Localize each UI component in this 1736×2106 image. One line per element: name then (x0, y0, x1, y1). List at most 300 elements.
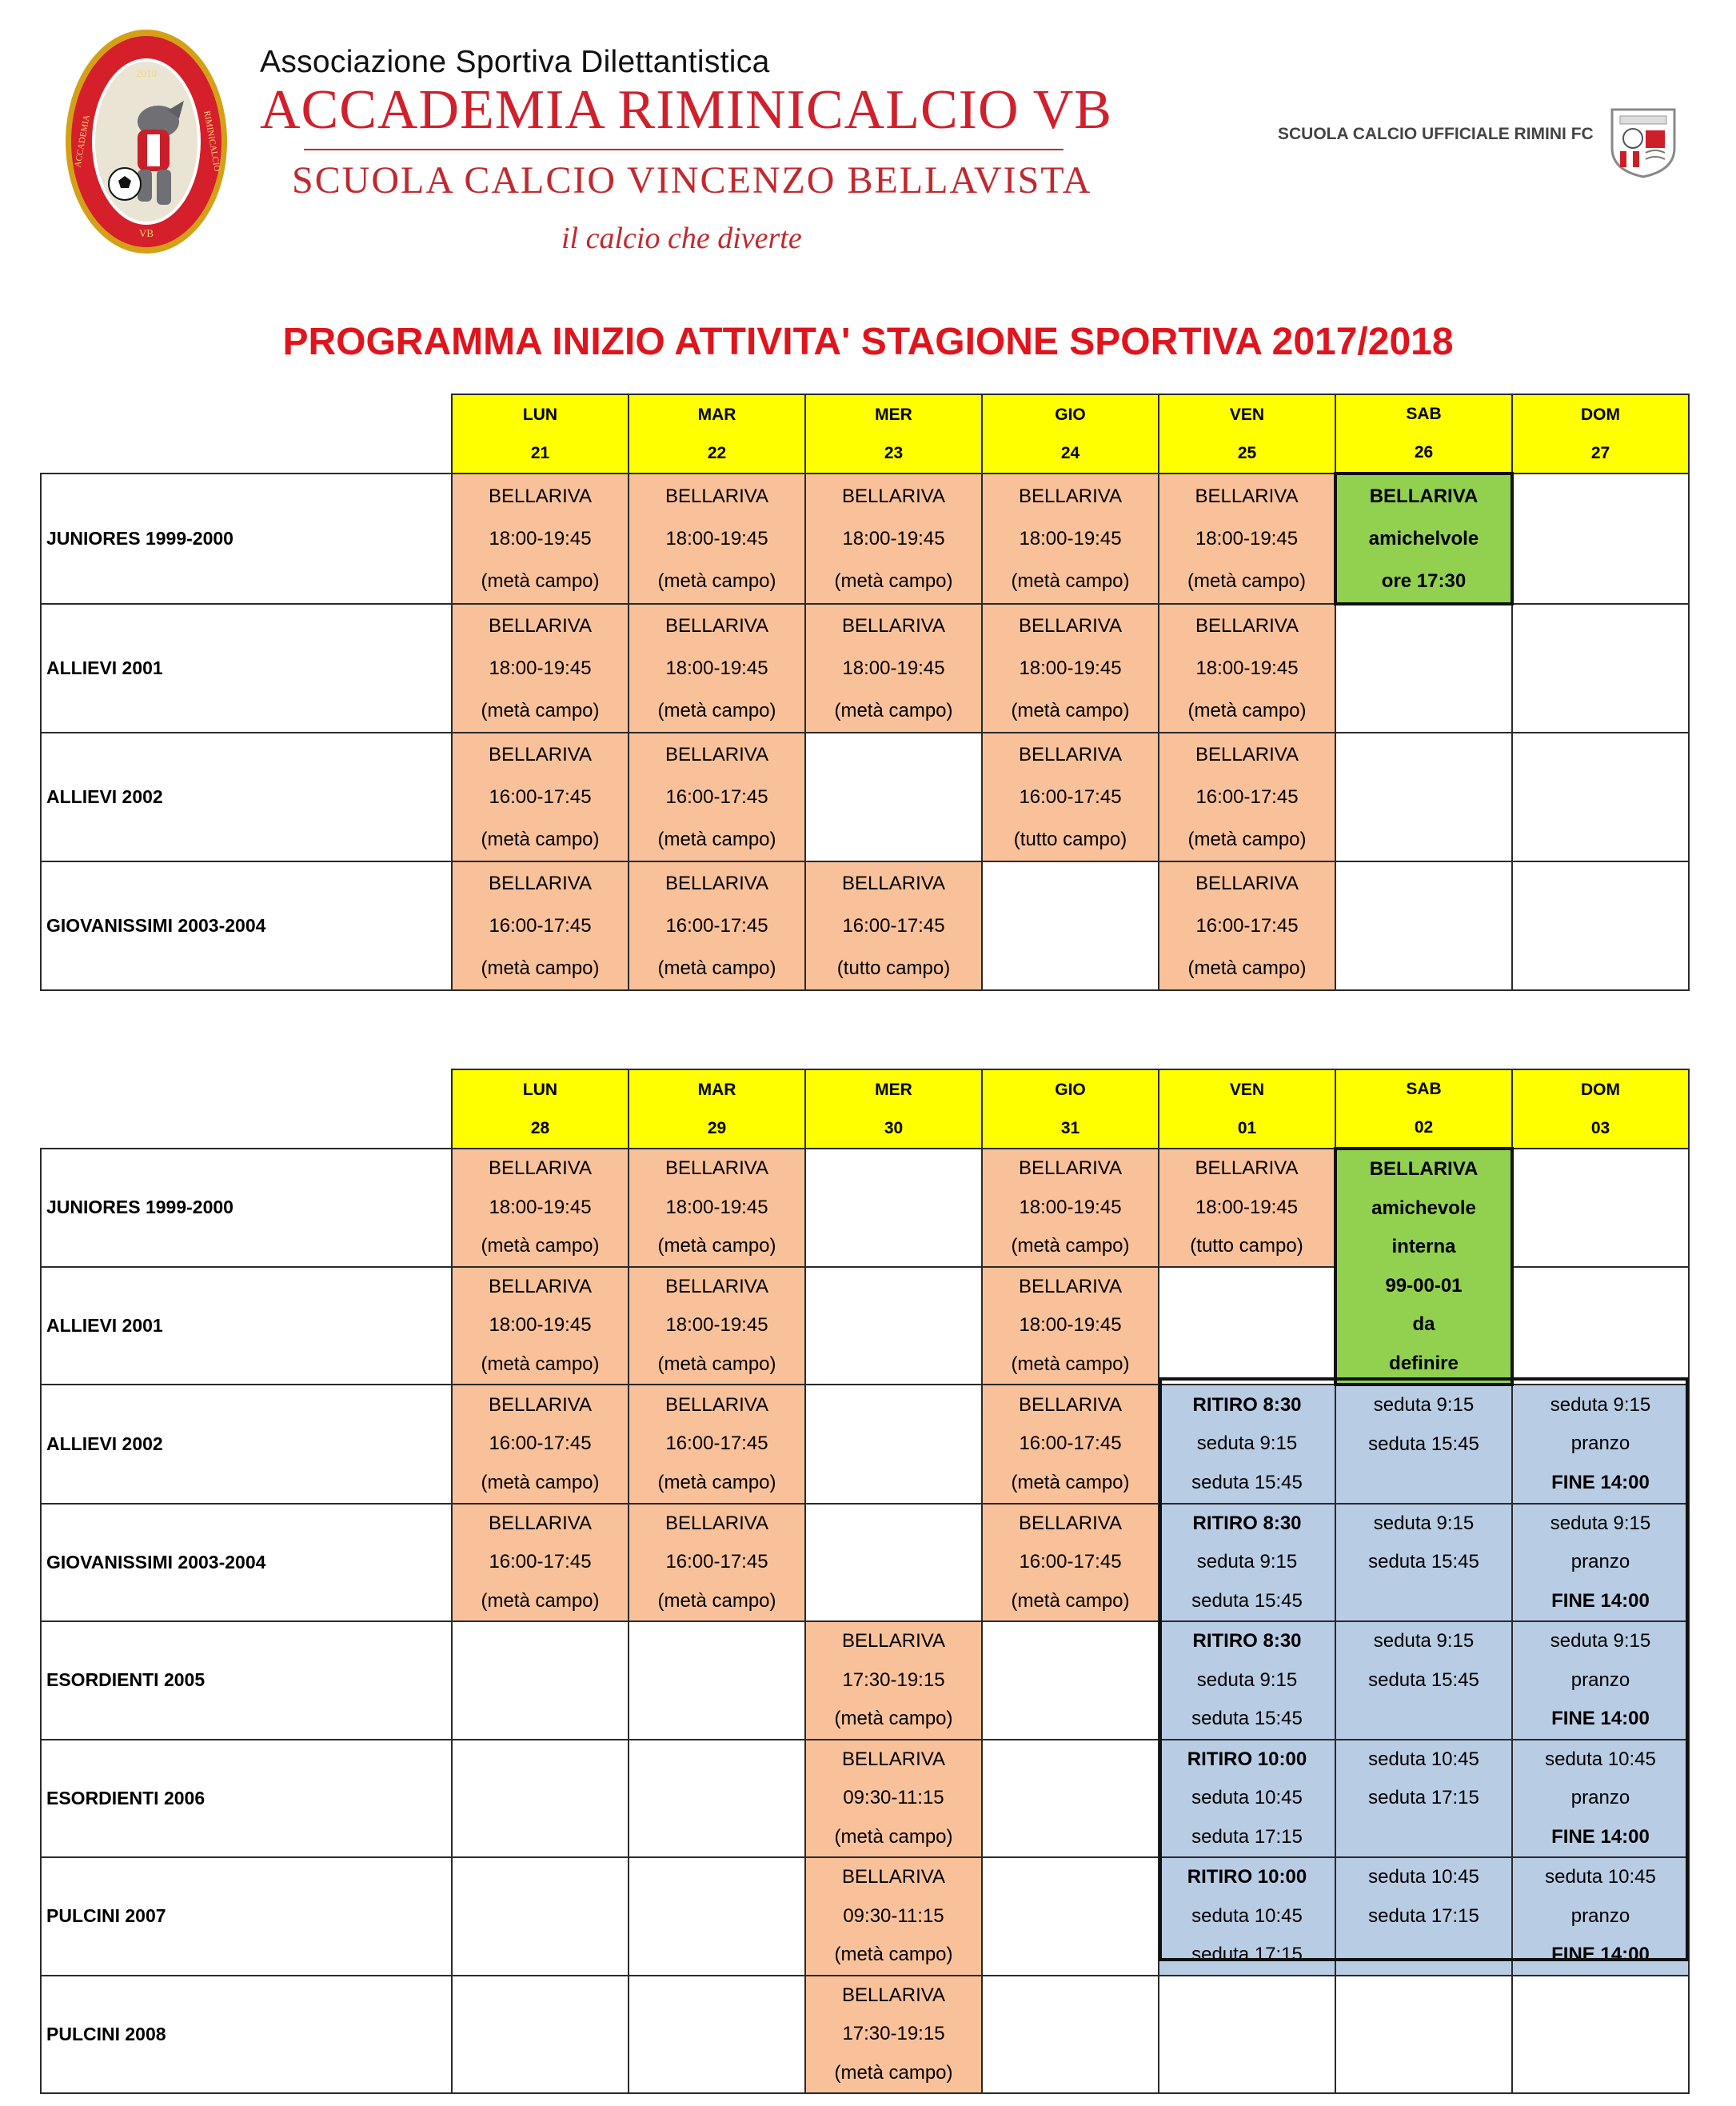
day-date: 02 (1414, 1118, 1434, 1137)
slot-line: seduta 9:15 (1550, 1630, 1651, 1652)
logo-right-text: RIMINICALCIO (202, 110, 222, 173)
slot-line: BELLARIVA (842, 1630, 945, 1652)
day-header (1512, 394, 1689, 474)
rimini-fc-shield-icon (1609, 106, 1678, 178)
logo-initials: VB (138, 227, 154, 239)
slot-line: BELLARIVA (1195, 1157, 1299, 1179)
slot-line: seduta 10:45 (1191, 1787, 1303, 1808)
day-header (452, 1069, 629, 1149)
slot-line: (metà campo) (1187, 957, 1307, 979)
day-name: MER (875, 405, 912, 424)
slot-line: (tutto campo) (1013, 829, 1127, 850)
slot-line: (metà campo) (657, 1589, 776, 1612)
empty-cell (1512, 604, 1689, 733)
slot-line: seduta 15:45 (1191, 1471, 1303, 1493)
slot-line: amichelvole (1368, 528, 1479, 549)
slot-line: (metà campo) (481, 700, 600, 721)
slot-line: seduta 10:45 (1545, 1748, 1656, 1770)
slot-line (1336, 1936, 1511, 1975)
slot-line: 16:00-17:45 (1019, 786, 1122, 808)
slot-line: (metà campo) (834, 1825, 953, 1848)
empty-cell (452, 1857, 629, 1976)
training-session-cell (805, 1976, 982, 2094)
slot-line: BELLARIVA (665, 1275, 768, 1297)
slot-line: BELLARIVA (1019, 1157, 1122, 1179)
friendly-line: amichevole (1371, 1197, 1476, 1219)
slot-line: FINE 14:00 (1551, 1589, 1650, 1612)
slot-line: FINE 14:00 (1551, 1471, 1650, 1493)
slot-line: seduta 9:15 (1550, 1393, 1651, 1416)
team-row (41, 1385, 1689, 1504)
academy-logo (64, 27, 229, 256)
slot-line: (metà campo) (834, 700, 953, 721)
training-session-cell (982, 604, 1159, 733)
friendly-line: definire (1389, 1352, 1459, 1374)
training-session-cell (629, 1149, 805, 1267)
day-name: GIO (1055, 405, 1086, 424)
slot-line: (tutto campo) (1190, 1235, 1303, 1257)
slot-line: BELLARIVA (842, 873, 945, 894)
slot-line: 18:00-19:45 (1019, 1314, 1122, 1336)
slot-line: 09:30-11:15 (843, 1787, 944, 1808)
empty-cell (805, 1149, 982, 1267)
team-name: JUNIORES 1999-2000 (41, 1149, 452, 1267)
slot-line: BELLARIVA (842, 1748, 945, 1770)
slot-line: seduta 9:15 (1550, 1512, 1651, 1534)
team-name: PULCINI 2007 (41, 1857, 452, 1976)
empty-cell (982, 861, 1159, 990)
slot-line: (metà campo) (1011, 570, 1130, 592)
slot-line: 17:30-19:15 (842, 2023, 945, 2044)
slot-line: FINE 14:00 (1551, 1825, 1650, 1848)
slot-line: seduta 10:45 (1191, 1904, 1303, 1927)
slot-line: BELLARIVA (1019, 486, 1122, 507)
slot-line: seduta 17:15 (1191, 1825, 1303, 1848)
slot-line: BELLARIVA (1195, 615, 1299, 637)
slot-line: 18:00-19:45 (665, 1196, 768, 1218)
empty-cell (1512, 1267, 1689, 1385)
slot-line: seduta 17:15 (1368, 1787, 1479, 1808)
slot-line: (metà campo) (657, 570, 776, 592)
slot-line: (metà campo) (834, 2061, 953, 2084)
slot-line: seduta 9:15 (1196, 1668, 1298, 1691)
slot-line: pranzo (1570, 1787, 1630, 1808)
day-date: 21 (530, 443, 550, 462)
slot-line: RITIRO 8:30 (1192, 1512, 1302, 1534)
day-header (629, 1069, 805, 1149)
slot-line: 16:00-17:45 (665, 1551, 768, 1573)
team-name: ALLIEVI 2002 (41, 733, 452, 861)
slot-line: BELLARIVA (489, 873, 592, 894)
day-header (982, 1069, 1159, 1149)
schedule-week-1 (40, 394, 1690, 991)
empty-cell (982, 1740, 1159, 1858)
slot-line: (metà campo) (1011, 700, 1130, 721)
empty-cell (452, 1976, 629, 2094)
empty-cell (1335, 861, 1512, 990)
empty-cell (629, 1976, 805, 2094)
slot-line: 18:00-19:45 (1019, 657, 1122, 679)
empty-cell (1335, 733, 1512, 861)
slot-line: BELLARIVA (1369, 486, 1479, 507)
slot-line: pranzo (1570, 1551, 1630, 1573)
slot-line: 18:00-19:45 (842, 528, 945, 549)
slot-line: BELLARIVA (665, 1512, 768, 1534)
day-name: SAB (1406, 1080, 1442, 1098)
empty-cell (1335, 1976, 1512, 2094)
slot-line: BELLARIVA (842, 615, 945, 637)
retreat-cell (1335, 1504, 1512, 1622)
friendly-line: BELLARIVA (1369, 1158, 1479, 1180)
slot-line: 16:00-17:45 (489, 1551, 592, 1573)
slot-line: ore 17:30 (1381, 570, 1467, 592)
day-name: DOM (1581, 1080, 1620, 1099)
slot-line: 16:00-17:45 (665, 786, 768, 808)
training-session-cell (629, 861, 805, 990)
slot-line: BELLARIVA (665, 1393, 768, 1416)
slot-line: seduta 17:15 (1368, 1904, 1479, 1927)
slot-line: 16:00-17:45 (489, 786, 592, 808)
association-label: Associazione Sportiva Dilettantistica (260, 45, 770, 79)
empty-cell (629, 1857, 805, 1976)
retreat-cell (1159, 1385, 1335, 1504)
day-header (1159, 1069, 1335, 1149)
training-session-cell (629, 1504, 805, 1622)
slot-line: 16:00-17:45 (665, 915, 768, 937)
slot-line: BELLARIVA (489, 1512, 592, 1534)
slot-line: 18:00-19:45 (842, 657, 945, 679)
slot-line: seduta 9:15 (1373, 1630, 1475, 1652)
empty-cell (1512, 733, 1689, 861)
slot-line: seduta 10:45 (1545, 1866, 1656, 1888)
slot-line: (metà campo) (481, 1235, 600, 1257)
page-title: PROGRAMMA INIZIO ATTIVITA' STAGIONE SPORTIVA 2017/2018 (282, 321, 1454, 363)
slot-line: 18:00-19:45 (665, 657, 768, 679)
training-session-cell (452, 1149, 629, 1267)
friendly-line: interna (1391, 1236, 1456, 1257)
day-name: GIO (1055, 1080, 1086, 1099)
retreat-cell (1335, 1385, 1512, 1504)
slot-line: BELLARIVA (1019, 615, 1122, 637)
slot-line: (metà campo) (657, 829, 776, 850)
slot-line: BELLARIVA (1019, 1512, 1122, 1534)
slot-line: BELLARIVA (489, 615, 592, 637)
training-session-cell (629, 1385, 805, 1504)
training-session-cell (805, 1857, 982, 1976)
training-session-cell (452, 861, 629, 990)
empty-cell (805, 1504, 982, 1622)
friendly-line: da (1412, 1313, 1435, 1335)
day-name: MER (875, 1080, 912, 1099)
empty-cell (1159, 1267, 1335, 1385)
day-header (805, 394, 982, 474)
empty-cell (452, 1621, 629, 1740)
retreat-cell (1512, 1385, 1689, 1504)
empty-cell (805, 733, 982, 861)
training-session-cell (982, 1149, 1159, 1267)
day-header (1159, 394, 1335, 474)
training-session-cell (629, 1267, 805, 1385)
slot-line: (metà campo) (1187, 700, 1307, 721)
slot-line: 16:00-17:45 (842, 915, 945, 937)
slot-line: 17:30-19:15 (842, 1668, 945, 1691)
slot-line: RITIRO 10:00 (1187, 1866, 1307, 1888)
retreat-cell (1159, 1857, 1335, 1976)
slot-line: 18:00-19:45 (489, 1196, 592, 1218)
slot-line: BELLARIVA (489, 1157, 592, 1179)
empty-cell (1512, 1149, 1689, 1267)
day-date: 31 (1060, 1118, 1080, 1137)
slot-line: seduta 9:15 (1373, 1512, 1475, 1534)
day-name: MAR (697, 405, 736, 424)
slot-line: BELLARIVA (842, 486, 945, 507)
slot-line: 16:00-17:45 (489, 915, 592, 937)
friendly-match-cell (1335, 474, 1512, 604)
team-name: ALLIEVI 2001 (41, 604, 452, 733)
empty-cell (1512, 474, 1689, 604)
slot-line: (metà campo) (1187, 570, 1307, 592)
team-row (41, 474, 1689, 604)
day-date: 03 (1590, 1118, 1610, 1137)
slot-line: 16:00-17:45 (665, 1433, 768, 1454)
slot-line: 18:00-19:45 (489, 1314, 592, 1336)
training-session-cell (452, 1385, 629, 1504)
logo-left-text: ACCADEMIA (73, 114, 92, 169)
slot-line: 18:00-19:45 (665, 528, 768, 549)
slot-line: (metà campo) (657, 1353, 776, 1375)
slot-line: (metà campo) (1011, 1589, 1130, 1612)
slot-line: RITIRO 10:00 (1187, 1748, 1307, 1770)
team-name: ALLIEVI 2001 (41, 1267, 452, 1385)
slot-line: 18:00-19:45 (1019, 528, 1122, 549)
slot-line: BELLARIVA (1019, 744, 1122, 765)
day-date: 29 (707, 1118, 727, 1137)
slot-line: (tutto campo) (836, 957, 951, 979)
day-date: 01 (1237, 1118, 1257, 1137)
retreat-cell (1335, 1621, 1512, 1740)
team-name: ALLIEVI 2002 (41, 1385, 452, 1504)
training-session-cell (982, 733, 1159, 861)
slot-line (1336, 1464, 1511, 1503)
day-date: 26 (1414, 443, 1434, 462)
training-session-cell (1159, 604, 1335, 733)
slot-line: pranzo (1570, 1668, 1630, 1691)
empty-cell (629, 1621, 805, 1740)
retreat-cell (1512, 1504, 1689, 1622)
slot-line: BELLARIVA (489, 1275, 592, 1297)
slot-line: (metà campo) (657, 700, 776, 721)
day-date: 30 (884, 1118, 904, 1137)
day-name: MAR (697, 1080, 736, 1099)
header-divider (304, 149, 1064, 150)
slot-line: FINE 14:00 (1551, 1708, 1650, 1729)
slot-line: seduta 10:45 (1368, 1748, 1479, 1770)
slot-line: BELLARIVA (665, 486, 768, 507)
slot-line: seduta 9:15 (1196, 1551, 1298, 1573)
slot-line: (metà campo) (834, 1708, 953, 1729)
slot-line: 18:00-19:45 (489, 528, 592, 549)
team-row (41, 604, 1689, 733)
slot-line: RITIRO 8:30 (1192, 1393, 1302, 1416)
empty-cell (805, 1385, 982, 1504)
slot-line: 16:00-17:45 (1195, 915, 1299, 937)
slot-line: FINE 14:00 (1551, 1944, 1650, 1965)
slot-line: BELLARIVA (665, 744, 768, 765)
empty-cell (982, 1976, 1159, 2094)
slot-line: 18:00-19:45 (1195, 528, 1299, 549)
team-name: ESORDIENTI 2006 (41, 1740, 452, 1858)
day-date: 23 (884, 443, 904, 462)
empty-cell (1335, 604, 1512, 733)
slot-line: (metà campo) (481, 957, 600, 979)
slot-line: (metà campo) (657, 1235, 776, 1257)
empty-cell (1512, 1976, 1689, 2094)
day-header (805, 1069, 982, 1149)
slot-line: (metà campo) (834, 570, 953, 592)
slot-line (1336, 1818, 1511, 1857)
slot-line: 18:00-19:45 (1195, 657, 1299, 679)
retreat-cell (1159, 1621, 1335, 1740)
training-session-cell (629, 474, 805, 604)
schedule-week-2 (40, 1069, 1690, 2094)
team-row (41, 733, 1689, 861)
slot-line: (metà campo) (481, 1353, 600, 1375)
slot-line: BELLARIVA (1195, 744, 1299, 765)
friendly-match-cell (1335, 1149, 1512, 1385)
slot-line: 18:00-19:45 (1195, 1196, 1299, 1218)
team-name: GIOVANISSIMI 2003-2004 (41, 1504, 452, 1622)
slot-line: BELLARIVA (1195, 486, 1299, 507)
training-session-cell (982, 1267, 1159, 1385)
day-name: VEN (1229, 1080, 1265, 1099)
retreat-cell (1512, 1621, 1689, 1740)
slot-line: seduta 9:15 (1373, 1394, 1475, 1416)
slot-line: pranzo (1570, 1433, 1630, 1454)
team-name: JUNIORES 1999-2000 (41, 474, 452, 604)
slot-line: seduta 15:45 (1368, 1551, 1479, 1573)
retreat-cell (1335, 1740, 1512, 1858)
team-row (41, 1621, 1689, 1740)
slot-line: BELLARIVA (842, 1866, 945, 1888)
day-header (629, 394, 805, 474)
friendly-line: 99-00-01 (1385, 1274, 1463, 1297)
slot-line: seduta 9:15 (1196, 1433, 1298, 1454)
slot-line: seduta 15:45 (1368, 1668, 1479, 1691)
training-session-cell (452, 604, 629, 733)
slot-line (1336, 1700, 1511, 1739)
motto: il calcio che diverte (561, 222, 802, 255)
training-session-cell (452, 1504, 629, 1622)
day-header (1335, 394, 1512, 474)
slot-line: 18:00-19:45 (1019, 1196, 1122, 1218)
slot-line: (metà campo) (481, 829, 600, 850)
training-session-cell (982, 474, 1159, 604)
team-name: GIOVANISSIMI 2003-2004 (41, 861, 452, 990)
retreat-cell (1512, 1740, 1689, 1858)
slot-line: seduta 10:45 (1368, 1866, 1479, 1888)
school-name: SCUOLA CALCIO VINCENZO BELLAVISTA (292, 159, 1092, 202)
slot-line (1336, 1582, 1511, 1621)
slot-line: (metà campo) (1011, 1353, 1130, 1375)
logo-year: 2010 (136, 67, 157, 79)
slot-line: BELLARIVA (1019, 1393, 1122, 1416)
header-corner (41, 1069, 452, 1149)
academy-name: ACCADEMIA RIMINICALCIO VB (260, 79, 1112, 141)
slot-line: (metà campo) (481, 570, 600, 592)
empty-cell (1512, 861, 1689, 990)
retreat-cell (1159, 1740, 1335, 1858)
empty-cell (452, 1740, 629, 1858)
slot-line: (metà campo) (481, 1589, 600, 1612)
slot-line: BELLARIVA (489, 744, 592, 765)
team-row (41, 1857, 1689, 1976)
training-session-cell (452, 474, 629, 604)
slot-line: seduta 17:15 (1191, 1944, 1303, 1965)
slot-line: 16:00-17:45 (489, 1433, 592, 1454)
slot-line: BELLARIVA (1019, 1275, 1122, 1297)
slot-line: (metà campo) (1011, 1235, 1130, 1257)
team-row (41, 1976, 1689, 2094)
day-name: SAB (1406, 405, 1442, 423)
team-row (41, 861, 1689, 990)
training-session-cell (452, 733, 629, 861)
slot-line: BELLARIVA (842, 1984, 945, 2006)
retreat-cell (1512, 1857, 1689, 1976)
day-header (982, 394, 1159, 474)
slot-line: BELLARIVA (489, 1393, 592, 1416)
slot-line: BELLARIVA (1195, 873, 1299, 894)
training-session-cell (805, 604, 982, 733)
empty-cell (629, 1740, 805, 1858)
training-session-cell (805, 474, 982, 604)
day-date: 25 (1237, 443, 1257, 462)
slot-line: (metà campo) (1011, 1471, 1130, 1493)
day-name: LUN (522, 405, 558, 424)
training-session-cell (982, 1385, 1159, 1504)
slot-line: seduta 15:45 (1368, 1433, 1479, 1455)
slot-line: pranzo (1570, 1904, 1630, 1927)
slot-line: (metà campo) (657, 957, 776, 979)
slot-line: 18:00-19:45 (665, 1314, 768, 1336)
training-session-cell (1159, 1149, 1335, 1267)
training-session-cell (805, 861, 982, 990)
slot-line: seduta 15:45 (1191, 1708, 1303, 1729)
training-session-cell (982, 1504, 1159, 1622)
slot-line: (metà campo) (834, 1944, 953, 1965)
team-name: ESORDIENTI 2005 (41, 1621, 452, 1740)
day-name: DOM (1581, 405, 1620, 424)
training-session-cell (805, 1621, 982, 1740)
retreat-cell (1335, 1857, 1512, 1976)
team-row (41, 1504, 1689, 1622)
slot-line: BELLARIVA (489, 486, 592, 507)
training-session-cell (1159, 733, 1335, 861)
day-date: 24 (1060, 443, 1080, 462)
day-header (452, 394, 629, 474)
retreat-cell (1159, 1504, 1335, 1622)
slot-line: 18:00-19:45 (489, 657, 592, 679)
slot-line: BELLARIVA (665, 615, 768, 637)
slot-line: 09:30-11:15 (843, 1904, 944, 1927)
day-header (1335, 1069, 1512, 1149)
header-corner (41, 394, 452, 474)
slot-line: (metà campo) (481, 1471, 600, 1493)
slot-line: BELLARIVA (665, 873, 768, 894)
training-session-cell (629, 733, 805, 861)
slot-line: 16:00-17:45 (1195, 786, 1299, 808)
training-session-cell (629, 604, 805, 733)
day-name: LUN (522, 1080, 558, 1099)
